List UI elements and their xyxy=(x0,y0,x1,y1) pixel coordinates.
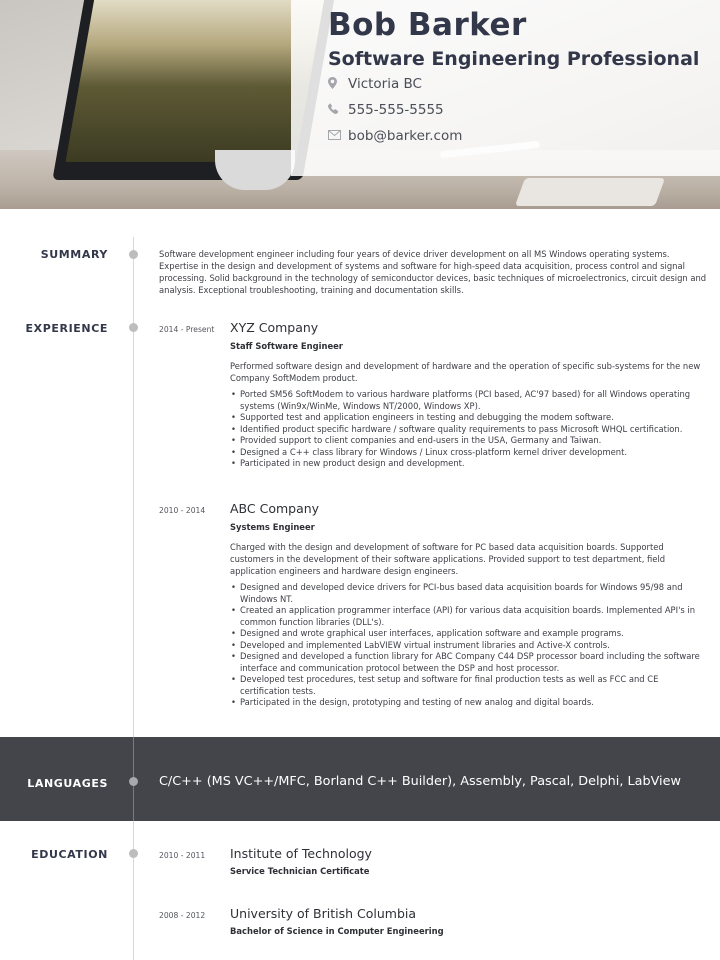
languages-text: C/C++ (MS VC++/MFC, Borland C++ Builder), Assembly, Pascal, Delphi, LabView xyxy=(159,774,681,789)
job-bullet: • Identified product specific hardware / software quality requirements to pass Microsoft WHQL certification. xyxy=(240,424,710,436)
job-bullet: • Ported SM56 SoftModem to various hardware platforms (PCI based, AC'97 based) for all Windows operating systems (Win9x/WinMe, Windows NT/2000, Windows XP). xyxy=(240,389,710,412)
summary-label: SUMMARY xyxy=(40,248,108,261)
job-bullet: • Designed and wrote graphical user interfaces, application software and example programs. xyxy=(240,628,710,640)
job-bullet: • Created an application programmer interface (API) for various data acquisition boards. Implemented API's in common function libraries (DLL's). xyxy=(240,605,710,628)
languages-dot xyxy=(129,777,138,786)
contact-email-text[interactable]: bob@barker.com xyxy=(348,128,463,144)
location-pin-icon xyxy=(328,77,348,92)
phone-icon xyxy=(328,103,348,117)
person-name: Bob Barker xyxy=(328,7,527,43)
job-role: Staff Software Engineer xyxy=(230,341,343,351)
education-label: EDUCATION xyxy=(31,848,108,861)
header-photo-keyboard xyxy=(515,178,665,206)
education-degree: Bachelor of Science in Computer Engineering xyxy=(230,926,444,936)
job-bullet: • Designed and developed device drivers for PCI-bus based data acquisition boards for Windows 95/98 and Windows NT. xyxy=(240,582,710,605)
contact-location-text: Victoria BC xyxy=(348,76,422,92)
education-school: University of British Columbia xyxy=(230,906,417,921)
job-bullet: • Participated in the design, prototyping and testing of new analog and digital boards. xyxy=(240,697,710,709)
job-bullet: • Designed and developed a function library for ABC Company C44 DSP processor board including the software interface and communication protocol between the DSP and host processor. xyxy=(240,651,710,674)
experience-label: EXPERIENCE xyxy=(25,322,108,335)
job-company: XYZ Company xyxy=(230,320,319,335)
education-body xyxy=(230,846,710,876)
person-title: Software Engineering Professional xyxy=(328,48,700,70)
contact-location xyxy=(328,71,720,97)
header-info-panel xyxy=(291,0,720,176)
job-body xyxy=(230,320,710,470)
header-photo-stand xyxy=(215,150,295,190)
job-bullets xyxy=(230,582,710,709)
job-bullet: • Supported test and application engineers in testing and debugging the modem software. xyxy=(240,412,710,424)
education-body xyxy=(230,906,710,936)
job-role: Systems Engineer xyxy=(230,522,315,532)
job-bullet: • Provided support to client companies and end-users in the USA, Germany and Taiwan. xyxy=(240,435,710,447)
education-dates: 2008 - 2012 xyxy=(159,911,206,920)
contact-phone-text: 555-555-5555 xyxy=(348,102,444,118)
languages-band xyxy=(0,737,720,821)
languages-label: LANGUAGES xyxy=(27,777,108,790)
job-bullet: • Developed and implemented LabVIEW virtual instrument libraries and Active-X controls. xyxy=(240,640,710,652)
envelope-icon xyxy=(328,129,348,143)
job-bullets xyxy=(230,389,710,470)
job-bullet: • Participated in new product design and development. xyxy=(240,458,710,470)
contact-phone xyxy=(328,97,720,123)
header-photo-screen xyxy=(66,0,326,162)
header-banner xyxy=(0,0,720,209)
job-dates: 2014 - Present xyxy=(159,325,215,334)
education-dates: 2010 - 2011 xyxy=(159,851,206,860)
job-bullet: • Designed a C++ class library for Windows / Linux cross-platform kernel driver development. xyxy=(240,447,710,459)
summary-dot xyxy=(129,250,138,259)
education-degree: Service Technician Certificate xyxy=(230,866,370,876)
job-bullet: • Developed test procedures, test setup and software for final production tests as well as FCC and CE certification tests. xyxy=(240,674,710,697)
education-school: Institute of Technology xyxy=(230,846,372,861)
summary-text: Software development engineer including four years of device driver development on all MS Windows operating systems. Expertise in the design and development of systems and software for high-speed data acquisition, process control and signal processing. Solid background in the technology of semiconductor devices, basic techniques of microelectronics, circuit design and analysis. Exceptional troubleshooting, training and documentation skills. xyxy=(159,249,707,295)
job-dates: 2010 - 2014 xyxy=(159,506,206,515)
job-description: Performed software design and development of hardware and the operation of specific sub-systems for the new Company SoftModem product. xyxy=(230,361,701,383)
experience-dot xyxy=(129,323,138,332)
education-dot xyxy=(129,849,138,858)
contact-email xyxy=(328,123,720,149)
job-body xyxy=(230,501,710,709)
job-company: ABC Company xyxy=(230,501,320,516)
job-description: Charged with the design and development of software for PC based data acquisition boards. Supported customers in the development of their software applications. Provided support to test department, field application engineers and hardware design engineers. xyxy=(230,542,666,576)
